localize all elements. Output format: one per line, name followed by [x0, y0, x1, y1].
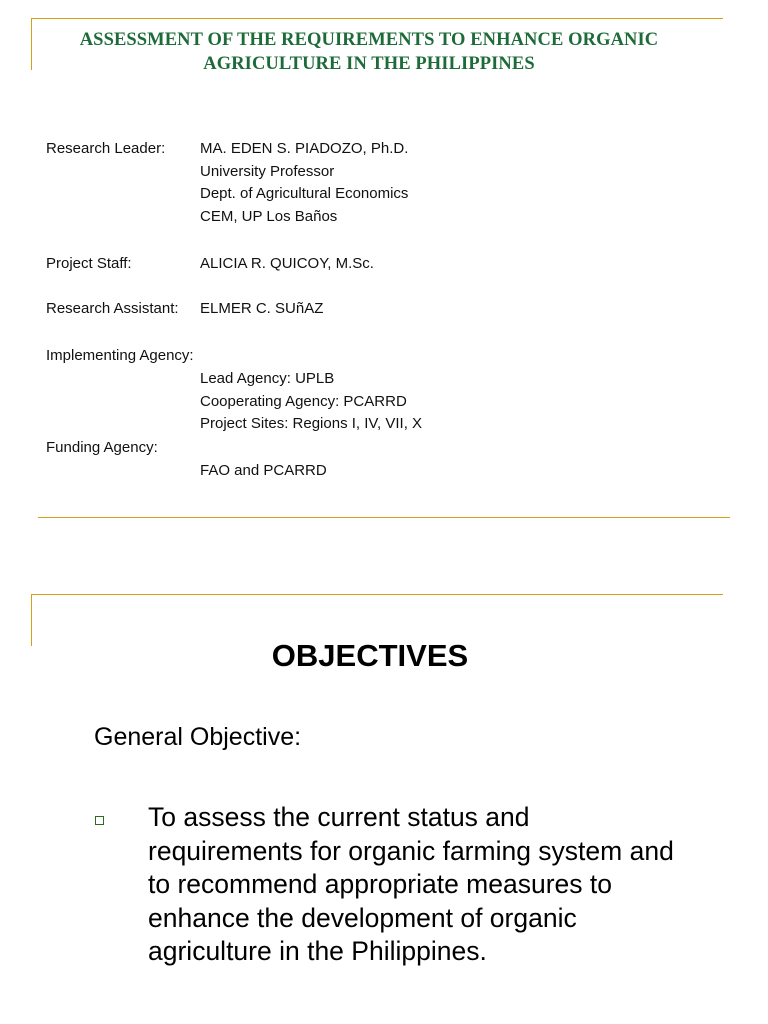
hollow-square-bullet-icon: [95, 816, 104, 825]
funding-agency-label: Funding Agency:: [46, 439, 158, 456]
objective-line: agriculture in the Philippines.: [148, 936, 487, 966]
project-staff-label: Project Staff:: [46, 255, 132, 272]
objectives-heading: OBJECTIVES: [271, 638, 469, 673]
project-staff-value: ALICIA R. QUICOY, M.Sc.: [200, 255, 374, 272]
lead-agency: Lead Agency: UPLB: [200, 370, 335, 387]
slide-title: [40, 28, 698, 76]
project-sites: Project Sites: Regions I, IV, VII, X: [200, 415, 423, 432]
slide-2: [0, 560, 768, 1024]
title-line: ASSESSMENT OF THE REQUIREMENTS TO ENHANCE ORGANIC: [79, 30, 659, 50]
funding-agency-value: FAO and PCARRD: [200, 462, 327, 479]
objective-line: to recommend appropriate measures to: [148, 869, 612, 899]
objective-line: requirements for organic farming system and: [148, 835, 674, 866]
research-leader-name: MA. EDEN S. PIADOZO, Ph.D.: [200, 140, 409, 157]
top-rule: [31, 594, 723, 595]
research-leader-department: Dept. of Agricultural Economics: [200, 185, 409, 202]
title-line: AGRICULTURE IN THE PHILIPPINES: [203, 54, 535, 74]
general-objective-label: General Objective:: [94, 723, 302, 751]
bottom-rule: [38, 517, 730, 518]
cooperating-agency: Cooperating Agency: PCARRD: [200, 393, 407, 410]
research-leader-label: Research Leader:: [46, 140, 166, 157]
objective-line: To assess the current status and: [148, 802, 530, 832]
research-leader-position: University Professor: [200, 163, 335, 180]
objective-text: [148, 801, 728, 969]
research-leader-college: CEM, UP Los Baños: [200, 208, 338, 225]
research-assistant-value: ELMER C. SUñAZ: [200, 300, 324, 317]
implementing-agency-label: Implementing Agency:: [46, 347, 194, 364]
left-corner-rule: [31, 18, 32, 70]
top-rule: [31, 18, 723, 19]
research-assistant-label: Research Assistant:: [46, 300, 179, 317]
objective-line: enhance the development of organic: [148, 902, 577, 933]
